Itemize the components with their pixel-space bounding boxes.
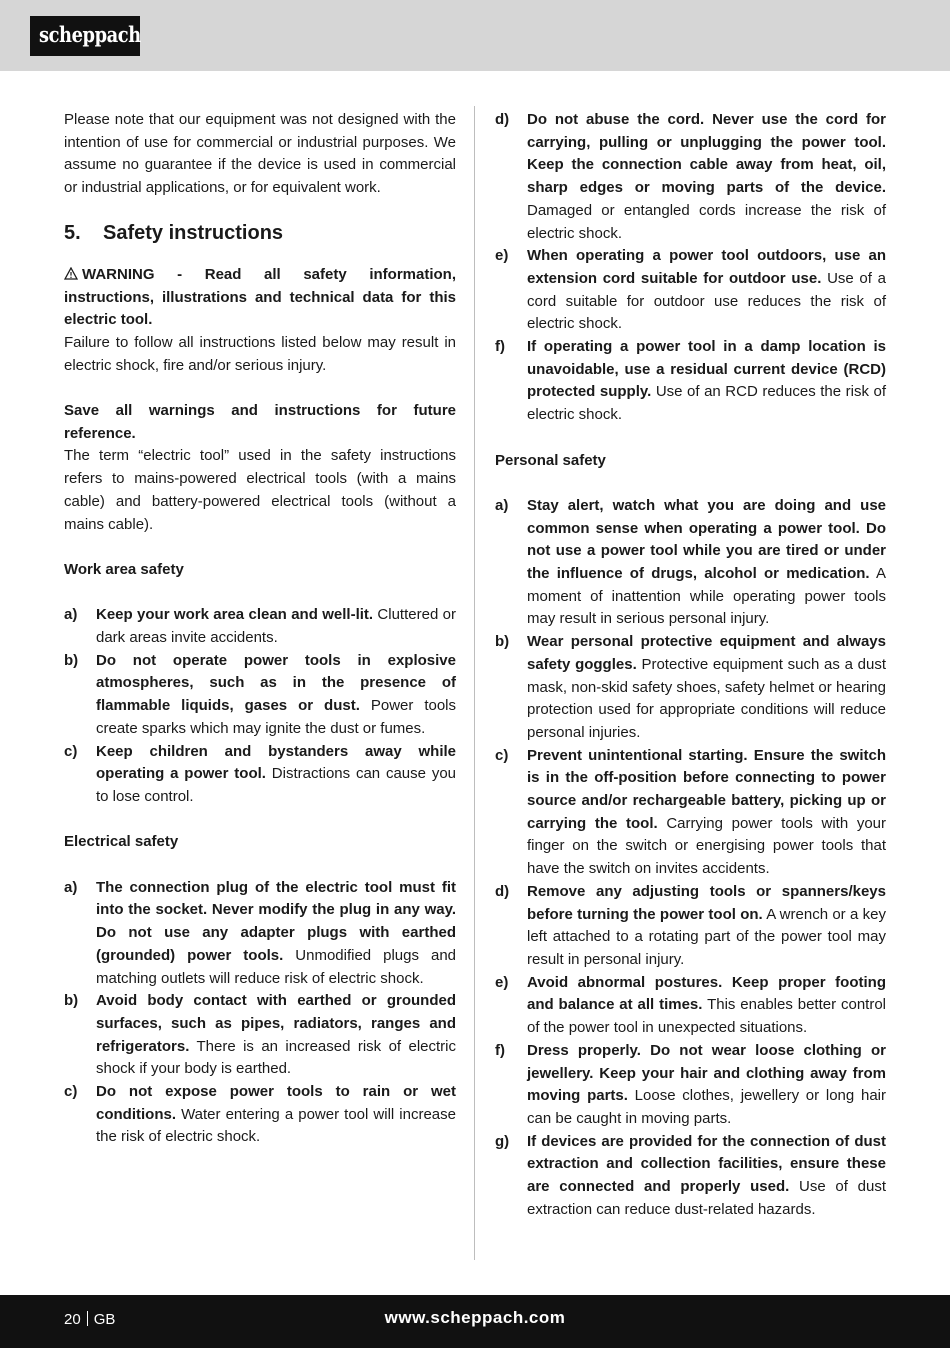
- list-item-bold: Wear personal protective equipment and always safety goggles.: [527, 633, 886, 673]
- list-item-text: A moment of inattention while operating power tools may result in serious personal injury.: [527, 565, 886, 628]
- list-item-text: Loose clothes, jewellery or long hair can be caught in moving parts.: [527, 1087, 886, 1127]
- list-item-text: There is an increased risk of electric shock if your body is earthed.: [96, 1037, 456, 1078]
- list-item: [64, 877, 456, 991]
- list-item: [495, 1040, 886, 1131]
- list-item: [495, 881, 886, 972]
- electrical-safety-heading: Electrical safety: [64, 833, 179, 851]
- warning-bold-text: WARNING - Read all safety information, instructions, illustrations and technical data for this electric tool.: [64, 265, 456, 329]
- list-item-bold: Stay alert, watch what you are doing and use common sense when operating a power tool. Do not use a power tool while you are tired or under the influence of drugs, alcohol or medication.: [527, 496, 886, 583]
- list-item: [64, 604, 456, 649]
- list-item-text: Unmodified plugs and matching outlets will reduce risk of electric shock.: [96, 946, 457, 987]
- list-item: [495, 972, 886, 1040]
- list-item-label: a): [64, 606, 78, 624]
- list-item-bold: If operating a power tool in a damp location is unavoidable, use a residual current device (RCD) protected supply.: [527, 338, 886, 401]
- list-item-label: f): [495, 1041, 505, 1059]
- list-item-text: Water entering a power tool will increase the risk of electric shock.: [96, 1105, 456, 1146]
- list-item-label: b): [64, 651, 79, 669]
- list-item: [64, 650, 456, 741]
- section-number: 5.: [64, 221, 81, 244]
- list-item-bold: Keep your work area clean and well-lit.: [96, 606, 374, 624]
- list-item: [495, 495, 886, 631]
- list-item-label: e): [495, 247, 509, 265]
- list-item-label: c): [495, 746, 509, 764]
- list-item: [495, 1131, 886, 1222]
- list-item-label: b): [64, 992, 79, 1010]
- list-item: [64, 1081, 456, 1149]
- list-item: [64, 741, 456, 809]
- list-item-text: Carrying power tools with your finger on the switch or energising power tools that have the switch on invites accidents.: [527, 814, 886, 878]
- list-item-text: Use of a cord suitable for outdoor use reduces the risk of electric shock.: [527, 269, 886, 333]
- list-item-bold: Avoid body contact with earthed or grounded surfaces, such as pipes, radiators, ranges and refrigerators.: [96, 992, 456, 1055]
- warning-triangle-icon: [64, 267, 78, 280]
- warning-text: Failure to follow all instructions listed below may result in electric shock, fire and/or serious injury.: [64, 333, 456, 374]
- list-item: [64, 990, 456, 1081]
- warning-notice: [64, 264, 456, 332]
- list-item-label: g): [495, 1132, 510, 1150]
- list-item-bold: Keep children and bystanders away while operating a power tool.: [96, 742, 456, 783]
- list-item: [495, 245, 886, 336]
- work-area-heading: Work area safety: [64, 560, 184, 578]
- page-footer: [0, 1295, 950, 1348]
- list-item-text: Use of an RCD reduces the risk of electric shock.: [527, 383, 887, 424]
- list-item-label: b): [495, 633, 510, 651]
- save-instructions-text: The term “electric tool” used in the safety instructions refers to mains-powered electrical tools (with a mains cable) and battery-powered electrical tools (without a mains cable).: [64, 447, 456, 533]
- list-item-text: A wrench or a key left attached to a rotating part of the power tool may result in personal injury.: [527, 905, 886, 968]
- list-item-bold: Dress properly. Do not wear loose clothing or jewellery. Keep your hair and clothing away from moving parts.: [527, 1041, 886, 1105]
- section-heading: [64, 220, 456, 246]
- list-item-label: a): [64, 878, 78, 896]
- website-url: www.scheppach.com: [384, 1308, 566, 1327]
- intro-paragraph: Please note that our equipment was not designed with the intention of use for commercial or industrial purposes. We assume no guarantee if the device is used in commercial or industrial applications, or for equivalent work.: [64, 111, 456, 197]
- left-column: [64, 109, 456, 1149]
- save-instructions-bold: Save all warnings and instructions for future reference.: [64, 402, 456, 442]
- list-item: [495, 631, 886, 745]
- work-area-list: [64, 604, 456, 808]
- list-item-text: Protective equipment such as a dust mask, non-skid safety shoes, safety helmet or hearing protection used for appropriate conditions will reduce personal injuries.: [527, 655, 886, 741]
- page-number: 20: [64, 1311, 81, 1328]
- list-item-bold: Do not abuse the cord. Never use the cord for carrying, pulling or unplugging the power tool. Keep the connection cable away from heat, oil, sharp edges or moving parts of the device.: [527, 111, 886, 197]
- list-item-bold: Remove any adjusting tools or spanners/keys before turning the power tool on.: [527, 882, 886, 923]
- list-item-text: Damaged or entangled cords increase the risk of electric shock.: [527, 201, 886, 242]
- list-item-bold: Do not operate power tools in explosive atmospheres, such as in the presence of flammable liquids, gases or dust.: [96, 651, 456, 715]
- electrical-safety-list-continued: [495, 109, 886, 427]
- list-item-label: d): [495, 111, 510, 128]
- list-item-bold: If devices are provided for the connection of dust extraction and collection facilities, ensure these are connected and properly used.: [527, 1132, 886, 1196]
- brand-logo-text: scheppach: [38, 22, 141, 47]
- list-item-text: Cluttered or dark areas invite accidents.: [96, 606, 456, 647]
- language-code: GB: [93, 1311, 116, 1328]
- list-item-text: Distractions can cause you to lose control.: [96, 765, 456, 805]
- list-item-label: c): [64, 1083, 78, 1101]
- personal-safety-heading: Personal safety: [495, 451, 606, 469]
- list-item-bold: When operating a power tool outdoors, use an extension cord suitable for outdoor use.: [527, 247, 886, 287]
- list-item-bold: Do not expose power tools to rain or wet conditions.: [96, 1083, 456, 1123]
- list-item: [495, 109, 886, 245]
- page-header: [0, 0, 950, 71]
- column-divider: [474, 106, 475, 1260]
- electrical-safety-list: [64, 877, 456, 1149]
- list-item-text: This enables better control of the power tool in unexpected situations.: [527, 996, 886, 1037]
- list-item: [495, 745, 886, 881]
- list-item-label: f): [495, 338, 505, 356]
- right-column: [495, 109, 886, 1221]
- list-item-label: d): [495, 882, 510, 900]
- list-item-bold: The connection plug of the electric tool must fit into the socket. Never modify the plug in any way. Do not use any adapter plugs with earthed (grounded) power tools.: [96, 878, 456, 964]
- list-item-label: a): [495, 496, 509, 514]
- list-item-label: e): [495, 973, 509, 991]
- list-item: [495, 336, 886, 427]
- personal-safety-list: [495, 495, 886, 1222]
- list-item-label: c): [64, 742, 78, 760]
- list-item-bold: Prevent unintentional starting. Ensure the switch is in the off-position before connecting to power source and/or rechargeable battery, picking up or carrying the tool.: [527, 746, 886, 832]
- list-item-text: Use of dust extraction can reduce dust-related hazards.: [527, 1178, 886, 1218]
- brand-logo: [30, 16, 140, 56]
- section-title: Safety instructions: [103, 221, 284, 244]
- list-item-bold: Avoid abnormal postures. Keep proper footing and balance at all times.: [527, 973, 886, 1014]
- list-item-text: Power tools create sparks which may ignite the dust or fumes.: [96, 697, 456, 737]
